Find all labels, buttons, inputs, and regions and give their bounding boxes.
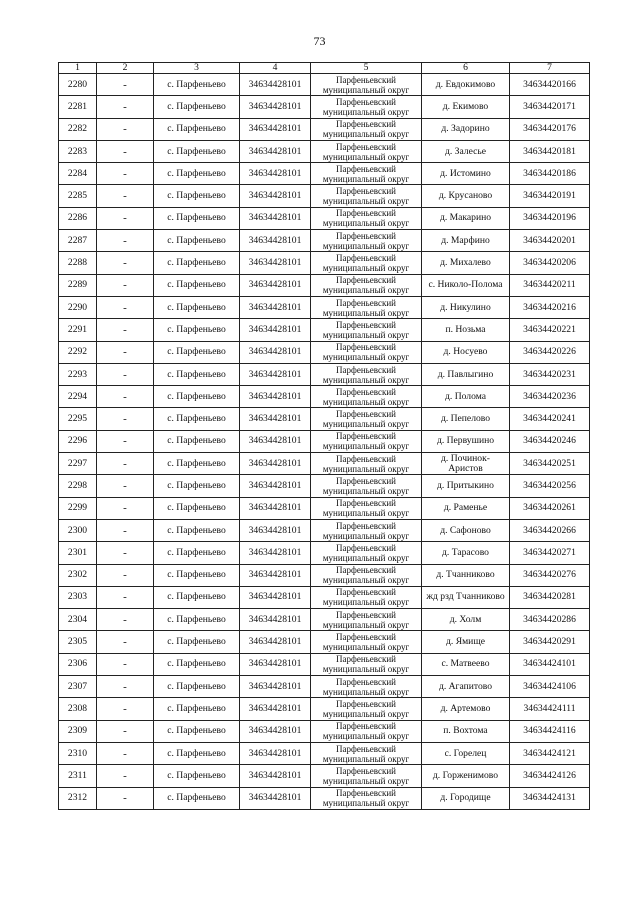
center-locality-cell: с. Парфеньево — [154, 163, 240, 185]
district-cell: Парфеньевский муниципальный округ — [311, 475, 422, 497]
dash-cell: - — [97, 386, 154, 408]
table-row — [59, 698, 590, 720]
settlement-oktmo-cell: 34634420216 — [510, 296, 590, 318]
row-number-cell: 2310 — [59, 742, 97, 764]
center-oktmo-cell: 34634428101 — [240, 787, 311, 809]
settlement-name-cell: д. Агапитово — [422, 676, 510, 698]
settlement-oktmo-cell: 34634424111 — [510, 698, 590, 720]
table-row — [59, 519, 590, 541]
table-row — [59, 765, 590, 787]
settlement-name-cell: д. Тчанниково — [422, 564, 510, 586]
dash-cell: - — [97, 341, 154, 363]
dash-cell: - — [97, 720, 154, 742]
center-oktmo-cell: 34634428101 — [240, 519, 311, 541]
table-row — [59, 274, 590, 296]
settlement-name-cell: д. Притыкино — [422, 475, 510, 497]
dash-cell: - — [97, 274, 154, 296]
settlement-name-cell: д. Починок-Аристов — [422, 453, 510, 475]
table-row — [59, 252, 590, 274]
district-cell: Парфеньевский муниципальный округ — [311, 296, 422, 318]
district-cell: Парфеньевский муниципальный округ — [311, 363, 422, 385]
row-number-cell: 2303 — [59, 586, 97, 608]
dash-cell: - — [97, 653, 154, 675]
center-oktmo-cell: 34634428101 — [240, 586, 311, 608]
row-number-cell: 2300 — [59, 519, 97, 541]
center-oktmo-cell: 34634428101 — [240, 74, 311, 96]
district-cell: Парфеньевский муниципальный округ — [311, 698, 422, 720]
table-row — [59, 676, 590, 698]
row-number-cell: 2280 — [59, 74, 97, 96]
row-number-cell: 2290 — [59, 296, 97, 318]
center-locality-cell: с. Парфеньево — [154, 74, 240, 96]
row-number-cell: 2297 — [59, 453, 97, 475]
center-oktmo-cell: 34634428101 — [240, 274, 311, 296]
center-locality-cell: с. Парфеньево — [154, 386, 240, 408]
settlement-name-cell: д. Марфино — [422, 230, 510, 252]
center-oktmo-cell: 34634428101 — [240, 742, 311, 764]
center-oktmo-cell: 34634428101 — [240, 698, 311, 720]
center-locality-cell: с. Парфеньево — [154, 497, 240, 519]
row-number-cell: 2291 — [59, 319, 97, 341]
dash-cell: - — [97, 74, 154, 96]
settlement-oktmo-cell: 34634420236 — [510, 386, 590, 408]
settlement-name-cell: д. Городище — [422, 787, 510, 809]
settlement-oktmo-cell: 34634420271 — [510, 542, 590, 564]
settlement-oktmo-cell: 34634420231 — [510, 363, 590, 385]
dash-cell: - — [97, 430, 154, 452]
center-locality-cell: с. Парфеньево — [154, 542, 240, 564]
center-oktmo-cell: 34634428101 — [240, 341, 311, 363]
settlement-oktmo-cell: 34634424106 — [510, 676, 590, 698]
row-number-cell: 2283 — [59, 140, 97, 162]
settlement-name-cell: д. Екимово — [422, 96, 510, 118]
settlement-oktmo-cell: 34634420281 — [510, 586, 590, 608]
table-row — [59, 96, 590, 118]
settlement-name-cell: д. Михалево — [422, 252, 510, 274]
column-header-4: 4 — [240, 63, 311, 74]
center-oktmo-cell: 34634428101 — [240, 542, 311, 564]
table-row — [59, 341, 590, 363]
settlement-oktmo-cell: 34634420246 — [510, 430, 590, 452]
center-oktmo-cell: 34634428101 — [240, 453, 311, 475]
district-cell: Парфеньевский муниципальный округ — [311, 96, 422, 118]
center-oktmo-cell: 34634428101 — [240, 296, 311, 318]
dash-cell: - — [97, 497, 154, 519]
settlement-oktmo-cell: 34634420186 — [510, 163, 590, 185]
settlement-oktmo-cell: 34634424101 — [510, 653, 590, 675]
district-cell: Парфеньевский муниципальный округ — [311, 631, 422, 653]
center-oktmo-cell: 34634428101 — [240, 631, 311, 653]
settlement-oktmo-cell: 34634420221 — [510, 319, 590, 341]
center-locality-cell: с. Парфеньево — [154, 586, 240, 608]
settlement-name-cell: д. Полома — [422, 386, 510, 408]
district-cell: Парфеньевский муниципальный округ — [311, 207, 422, 229]
settlement-oktmo-cell: 34634420196 — [510, 207, 590, 229]
dash-cell: - — [97, 765, 154, 787]
settlement-oktmo-cell: 34634420171 — [510, 96, 590, 118]
center-locality-cell: с. Парфеньево — [154, 475, 240, 497]
settlement-oktmo-cell: 34634420251 — [510, 453, 590, 475]
row-number-cell: 2293 — [59, 363, 97, 385]
settlement-name-cell: д. Первушино — [422, 430, 510, 452]
settlement-oktmo-cell: 34634420256 — [510, 475, 590, 497]
settlement-oktmo-cell: 34634420201 — [510, 230, 590, 252]
center-locality-cell: с. Парфеньево — [154, 341, 240, 363]
district-cell: Парфеньевский муниципальный округ — [311, 453, 422, 475]
table-row — [59, 609, 590, 631]
center-locality-cell: с. Парфеньево — [154, 230, 240, 252]
settlement-oktmo-cell: 34634420176 — [510, 118, 590, 140]
district-cell: Парфеньевский муниципальный округ — [311, 586, 422, 608]
center-locality-cell: с. Парфеньево — [154, 207, 240, 229]
row-number-cell: 2307 — [59, 676, 97, 698]
center-locality-cell: с. Парфеньево — [154, 631, 240, 653]
center-oktmo-cell: 34634428101 — [240, 676, 311, 698]
center-locality-cell: с. Парфеньево — [154, 408, 240, 430]
dash-cell: - — [97, 676, 154, 698]
settlement-name-cell: д. Тарасово — [422, 542, 510, 564]
column-header-3: 3 — [154, 63, 240, 74]
center-locality-cell: с. Парфеньево — [154, 653, 240, 675]
center-oktmo-cell: 34634428101 — [240, 609, 311, 631]
settlement-oktmo-cell: 34634420286 — [510, 609, 590, 631]
table-row — [59, 586, 590, 608]
row-number-cell: 2306 — [59, 653, 97, 675]
table-row — [59, 207, 590, 229]
dash-cell: - — [97, 118, 154, 140]
center-oktmo-cell: 34634428101 — [240, 185, 311, 207]
dash-cell: - — [97, 698, 154, 720]
settlement-name-cell: д. Истомино — [422, 163, 510, 185]
table-body — [59, 74, 590, 810]
center-locality-cell: с. Парфеньево — [154, 296, 240, 318]
center-locality-cell: с. Парфеньево — [154, 430, 240, 452]
column-header-7: 7 — [510, 63, 590, 74]
settlement-name-cell: д. Павлыгино — [422, 363, 510, 385]
dash-cell: - — [97, 519, 154, 541]
table-row — [59, 140, 590, 162]
district-cell: Парфеньевский муниципальный округ — [311, 163, 422, 185]
district-cell: Парфеньевский муниципальный округ — [311, 74, 422, 96]
center-locality-cell: с. Парфеньево — [154, 96, 240, 118]
center-oktmo-cell: 34634428101 — [240, 207, 311, 229]
row-number-cell: 2296 — [59, 430, 97, 452]
settlement-oktmo-cell: 34634420181 — [510, 140, 590, 162]
dash-cell: - — [97, 475, 154, 497]
column-header-5: 5 — [311, 63, 422, 74]
settlement-name-cell: д. Раменье — [422, 497, 510, 519]
settlement-oktmo-cell: 34634420266 — [510, 519, 590, 541]
row-number-cell: 2304 — [59, 609, 97, 631]
table-row — [59, 542, 590, 564]
settlement-name-cell: д. Евдокимово — [422, 74, 510, 96]
row-number-cell: 2299 — [59, 497, 97, 519]
settlement-name-cell: п. Вохтома — [422, 720, 510, 742]
district-cell: Парфеньевский муниципальный округ — [311, 787, 422, 809]
center-oktmo-cell: 34634428101 — [240, 475, 311, 497]
center-locality-cell: с. Парфеньево — [154, 140, 240, 162]
column-header-6: 6 — [422, 63, 510, 74]
dash-cell: - — [97, 96, 154, 118]
district-cell: Парфеньевский муниципальный округ — [311, 230, 422, 252]
table-row — [59, 74, 590, 96]
district-cell: Парфеньевский муниципальный округ — [311, 564, 422, 586]
district-cell: Парфеньевский муниципальный округ — [311, 319, 422, 341]
row-number-cell: 2281 — [59, 96, 97, 118]
center-locality-cell: с. Парфеньево — [154, 609, 240, 631]
dash-cell: - — [97, 207, 154, 229]
dash-cell: - — [97, 542, 154, 564]
settlement-oktmo-cell: 34634420276 — [510, 564, 590, 586]
center-locality-cell: с. Парфеньево — [154, 765, 240, 787]
settlement-oktmo-cell: 34634420291 — [510, 631, 590, 653]
center-locality-cell: с. Парфеньево — [154, 118, 240, 140]
table-row — [59, 453, 590, 475]
table-header — [59, 63, 590, 74]
settlement-name-cell: жд рзд Тчанниково — [422, 586, 510, 608]
row-number-cell: 2308 — [59, 698, 97, 720]
settlement-name-cell: д. Ямище — [422, 631, 510, 653]
district-cell: Парфеньевский муниципальный округ — [311, 519, 422, 541]
row-number-cell: 2287 — [59, 230, 97, 252]
settlement-name-cell: д. Артемово — [422, 698, 510, 720]
center-oktmo-cell: 34634428101 — [240, 118, 311, 140]
dash-cell: - — [97, 363, 154, 385]
row-number-cell: 2286 — [59, 207, 97, 229]
center-oktmo-cell: 34634428101 — [240, 720, 311, 742]
table-row — [59, 475, 590, 497]
row-number-cell: 2298 — [59, 475, 97, 497]
row-number-cell: 2282 — [59, 118, 97, 140]
district-cell: Парфеньевский муниципальный округ — [311, 609, 422, 631]
dash-cell: - — [97, 140, 154, 162]
center-locality-cell: с. Парфеньево — [154, 519, 240, 541]
row-number-cell: 2284 — [59, 163, 97, 185]
district-cell: Парфеньевский муниципальный округ — [311, 542, 422, 564]
center-locality-cell: с. Парфеньево — [154, 720, 240, 742]
dash-cell: - — [97, 185, 154, 207]
district-cell: Парфеньевский муниципальный округ — [311, 408, 422, 430]
table-row — [59, 430, 590, 452]
dash-cell: - — [97, 319, 154, 341]
column-header-1: 1 — [59, 63, 97, 74]
row-number-cell: 2312 — [59, 787, 97, 809]
dash-cell: - — [97, 787, 154, 809]
table-row — [59, 653, 590, 675]
settlement-oktmo-cell: 34634424116 — [510, 720, 590, 742]
row-number-cell: 2289 — [59, 274, 97, 296]
center-oktmo-cell: 34634428101 — [240, 430, 311, 452]
dash-cell: - — [97, 408, 154, 430]
table-row — [59, 720, 590, 742]
row-number-cell: 2311 — [59, 765, 97, 787]
table-row — [59, 631, 590, 653]
center-oktmo-cell: 34634428101 — [240, 96, 311, 118]
district-cell: Парфеньевский муниципальный округ — [311, 676, 422, 698]
table-row — [59, 742, 590, 764]
center-oktmo-cell: 34634428101 — [240, 386, 311, 408]
table-row — [59, 386, 590, 408]
center-locality-cell: с. Парфеньево — [154, 787, 240, 809]
settlement-oktmo-cell: 34634424126 — [510, 765, 590, 787]
district-cell: Парфеньевский муниципальный округ — [311, 252, 422, 274]
settlement-oktmo-cell: 34634420206 — [510, 252, 590, 274]
settlement-oktmo-cell: 34634420166 — [510, 74, 590, 96]
district-cell: Парфеньевский муниципальный округ — [311, 341, 422, 363]
district-cell: Парфеньевский муниципальный округ — [311, 185, 422, 207]
center-oktmo-cell: 34634428101 — [240, 319, 311, 341]
settlement-oktmo-cell: 34634420191 — [510, 185, 590, 207]
dash-cell: - — [97, 163, 154, 185]
settlement-name-cell: с. Николо-Полома — [422, 274, 510, 296]
table-row — [59, 319, 590, 341]
table-row — [59, 497, 590, 519]
dash-cell: - — [97, 742, 154, 764]
settlement-name-cell: д. Крусаново — [422, 185, 510, 207]
dash-cell: - — [97, 631, 154, 653]
settlement-name-cell: д. Холм — [422, 609, 510, 631]
settlement-name-cell: п. Нозьма — [422, 319, 510, 341]
column-header-2: 2 — [97, 63, 154, 74]
center-locality-cell: с. Парфеньево — [154, 742, 240, 764]
center-oktmo-cell: 34634428101 — [240, 408, 311, 430]
center-oktmo-cell: 34634428101 — [240, 252, 311, 274]
table-row — [59, 118, 590, 140]
table-row — [59, 185, 590, 207]
row-number-cell: 2288 — [59, 252, 97, 274]
district-cell: Парфеньевский муниципальный округ — [311, 720, 422, 742]
center-locality-cell: с. Парфеньево — [154, 453, 240, 475]
district-cell: Парфеньевский муниципальный округ — [311, 765, 422, 787]
center-oktmo-cell: 34634428101 — [240, 363, 311, 385]
settlement-name-cell: д. Носуево — [422, 341, 510, 363]
district-cell: Парфеньевский муниципальный округ — [311, 653, 422, 675]
district-cell: Парфеньевский муниципальный округ — [311, 742, 422, 764]
table-row — [59, 163, 590, 185]
row-number-cell: 2305 — [59, 631, 97, 653]
district-cell: Парфеньевский муниципальный округ — [311, 497, 422, 519]
dash-cell: - — [97, 586, 154, 608]
settlement-oktmo-cell: 34634420241 — [510, 408, 590, 430]
district-cell: Парфеньевский муниципальный округ — [311, 430, 422, 452]
center-locality-cell: с. Парфеньево — [154, 698, 240, 720]
settlement-name-cell: д. Пепелово — [422, 408, 510, 430]
center-locality-cell: с. Парфеньево — [154, 319, 240, 341]
district-cell: Парфеньевский муниципальный округ — [311, 274, 422, 296]
settlements-table — [58, 62, 590, 810]
center-oktmo-cell: 34634428101 — [240, 564, 311, 586]
center-oktmo-cell: 34634428101 — [240, 140, 311, 162]
center-oktmo-cell: 34634428101 — [240, 230, 311, 252]
dash-cell: - — [97, 609, 154, 631]
settlement-name-cell: с. Матвеево — [422, 653, 510, 675]
dash-cell: - — [97, 564, 154, 586]
district-cell: Парфеньевский муниципальный округ — [311, 386, 422, 408]
header-row — [59, 63, 590, 74]
table-row — [59, 564, 590, 586]
settlement-name-cell: д. Задорино — [422, 118, 510, 140]
row-number-cell: 2301 — [59, 542, 97, 564]
table-row — [59, 230, 590, 252]
dash-cell: - — [97, 252, 154, 274]
settlement-name-cell: д. Никулино — [422, 296, 510, 318]
settlement-name-cell: д. Залесье — [422, 140, 510, 162]
settlement-oktmo-cell: 34634424131 — [510, 787, 590, 809]
dash-cell: - — [97, 230, 154, 252]
center-oktmo-cell: 34634428101 — [240, 653, 311, 675]
center-oktmo-cell: 34634428101 — [240, 163, 311, 185]
row-number-cell: 2309 — [59, 720, 97, 742]
page-number: 73 — [313, 34, 326, 48]
settlement-oktmo-cell: 34634424121 — [510, 742, 590, 764]
dash-cell: - — [97, 296, 154, 318]
settlement-name-cell: д. Сафоново — [422, 519, 510, 541]
row-number-cell: 2292 — [59, 341, 97, 363]
table-row — [59, 787, 590, 809]
district-cell: Парфеньевский муниципальный округ — [311, 140, 422, 162]
table-row — [59, 363, 590, 385]
settlement-oktmo-cell: 34634420261 — [510, 497, 590, 519]
dash-cell: - — [97, 453, 154, 475]
center-locality-cell: с. Парфеньево — [154, 676, 240, 698]
center-locality-cell: с. Парфеньево — [154, 564, 240, 586]
center-oktmo-cell: 34634428101 — [240, 497, 311, 519]
table-row — [59, 408, 590, 430]
settlement-oktmo-cell: 34634420211 — [510, 274, 590, 296]
center-locality-cell: с. Парфеньево — [154, 185, 240, 207]
row-number-cell: 2285 — [59, 185, 97, 207]
settlement-oktmo-cell: 34634420226 — [510, 341, 590, 363]
row-number-cell: 2302 — [59, 564, 97, 586]
district-cell: Парфеньевский муниципальный округ — [311, 118, 422, 140]
center-locality-cell: с. Парфеньево — [154, 252, 240, 274]
center-locality-cell: с. Парфеньево — [154, 274, 240, 296]
table-row — [59, 296, 590, 318]
center-locality-cell: с. Парфеньево — [154, 363, 240, 385]
settlement-name-cell: д. Макарино — [422, 207, 510, 229]
settlement-name-cell: с. Горелец — [422, 742, 510, 764]
center-oktmo-cell: 34634428101 — [240, 765, 311, 787]
row-number-cell: 2294 — [59, 386, 97, 408]
settlement-name-cell: д. Горженимово — [422, 765, 510, 787]
row-number-cell: 2295 — [59, 408, 97, 430]
